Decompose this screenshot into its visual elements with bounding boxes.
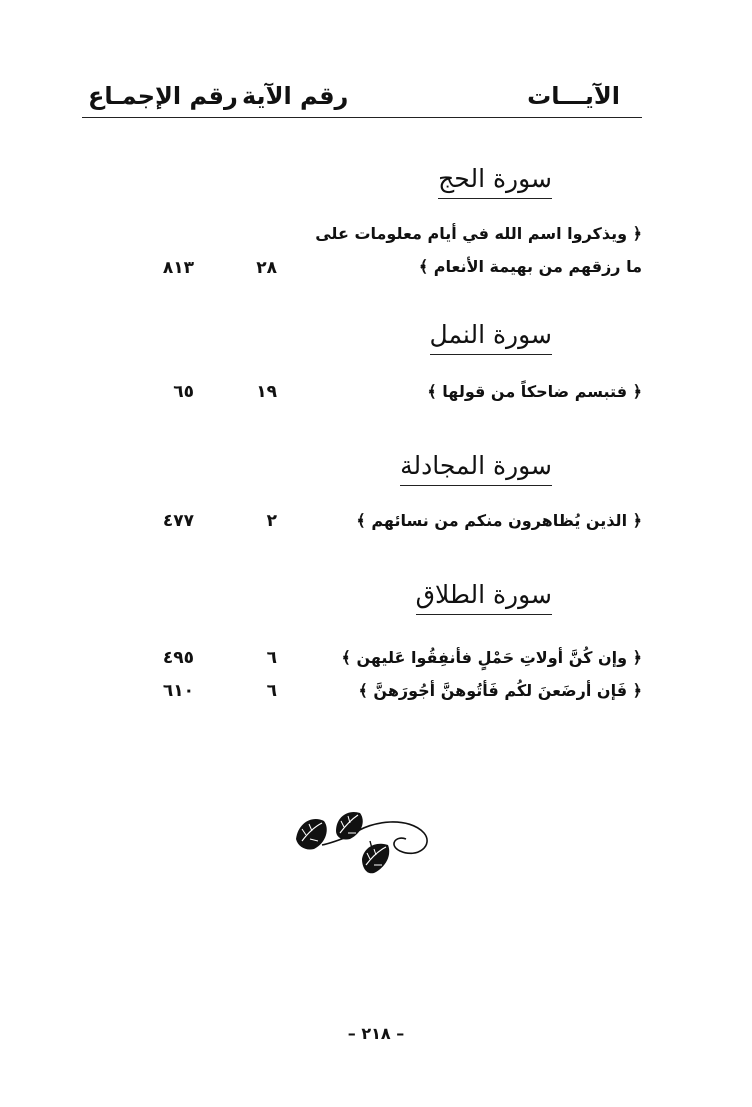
surah-title-naml: سورة النمل — [430, 322, 552, 347]
surah-title-hajj: سورة الحج — [438, 166, 552, 191]
verse-line: ﴿ وإن كُنَّ أولاتِ حَمْلٍ فأنفِقُوا عَليهن ﴾ — [341, 648, 642, 667]
header-ijma-number-label: رقم الإجمـاع — [88, 82, 238, 110]
ayah-number: ٢٨ — [256, 258, 277, 278]
ijma-number: ٤٧٧ — [162, 511, 194, 531]
ijma-number: ٦٥ — [173, 382, 194, 402]
ayah-number: ٢ — [266, 511, 277, 531]
header-ayah-number-label: رقم الآية — [242, 82, 349, 110]
ijma-number: ٨١٣ — [162, 258, 194, 278]
ayah-number: ٦ — [266, 681, 277, 701]
verse-line: ما رزقهم من بهيمة الأنعام ﴾ — [418, 257, 642, 276]
header-rule — [82, 117, 642, 118]
header-verses-label: الآيـــات — [527, 82, 620, 110]
verse-line: ﴿ الذين يُظاهرون منكم من نسائهم ﴾ — [356, 511, 642, 530]
verse-line: ﴿ فتبسم ضاحكاً من قولها ﴾ — [427, 382, 642, 401]
floral-vine-ornament-icon — [292, 805, 432, 877]
ayah-number: ٦ — [266, 648, 277, 668]
ijma-number: ٤٩٥ — [162, 648, 194, 668]
surah-title-mujadila: سورة المجادلة — [400, 453, 552, 478]
ijma-number: ٦١٠ — [162, 681, 194, 701]
surah-title-talaq: سورة الطلاق — [416, 582, 552, 607]
ayah-number: ١٩ — [256, 382, 277, 402]
verse-line: ﴿ فَإن أرضَعنَ لكُم فَأتُوهنَّ أجُورَهنَّ ﴾ — [358, 681, 642, 700]
verse-line: ﴿ ويذكروا اسم الله في أيام معلومات على — [315, 224, 642, 243]
page-number: – ٢١٨ – — [347, 1024, 405, 1043]
